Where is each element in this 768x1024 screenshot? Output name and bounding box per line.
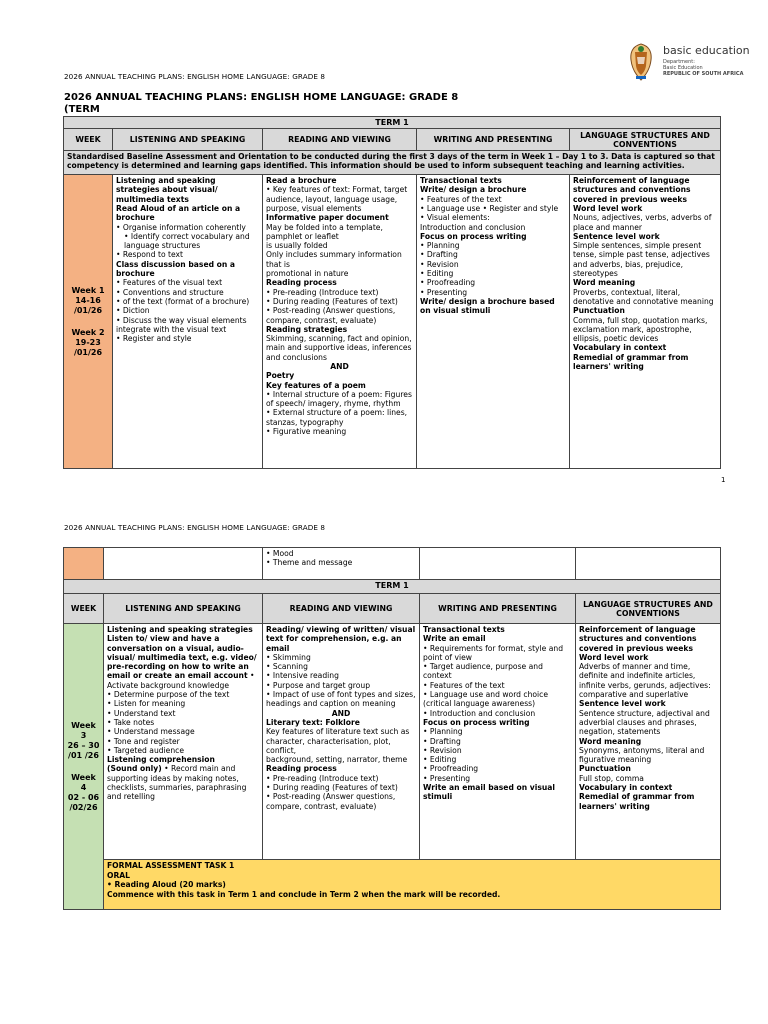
list-item [579,625,717,653]
list-item-text: • Language use and word choice (critical language awareness) [423,690,549,709]
list-item [107,727,259,736]
list-item [266,792,416,811]
list-item-text: • Impact of use of font types and sizes, [266,690,416,700]
list-item [266,297,413,306]
list-item-text: AND [330,361,349,371]
list-item-text: • During reading (Features of text) [266,296,398,306]
list-item [266,783,416,792]
list-item-text: Word level work [579,652,649,662]
list-item-text: • Organise information coherently [116,222,246,232]
list-item [420,288,566,297]
list-item-text: Word meaning [579,736,642,746]
list-item-text: • Understand text [107,708,176,718]
list-item-text: AND [331,708,351,718]
running-header: 2026 ANNUAL TEACHING PLANS: ENGLISH HOME LANGUAGE: GRADE 8 [64,72,326,81]
list-item [423,644,572,663]
list-item-text: Full stop, comma [579,773,644,783]
list-item [266,269,413,278]
list-item-text: Nouns, adjectives, verbs, adverbs of place and manner [573,213,712,232]
list-item-text: • Scanning [266,662,308,672]
list-item [266,625,416,653]
list-item-text: Reading process [266,764,337,774]
week-dates: 14-16 [75,295,101,305]
carry-week-cell [64,548,104,580]
list-item [573,288,717,307]
list-item [423,690,572,709]
list-item [107,737,259,746]
list-item [266,278,413,287]
list-item-text: Reading strategies [266,324,348,334]
list-item-text: • Features of the text [423,680,505,690]
writing-presenting-cell [420,624,576,860]
list-item [420,250,566,259]
list-item-text: Adverbs of manner and time, definite and indefinite articles, infinite verbs, gerunds, adjectives: comparative and superlative [579,662,711,700]
list-item: • Mood [266,549,294,558]
list-item [266,213,413,222]
list-item [423,662,572,681]
list-item-text: promotional in nature [266,269,349,279]
list-item-text: • Drafting [420,250,458,260]
list-item-text: Class discussion based on a brochure [116,259,236,279]
list-item [579,662,717,699]
list-item-text: • Intensive reading [266,671,339,681]
assessment-note: Commence with this task in Term 1 and conclude in Term 2 when the mark will be recorded. [107,889,501,899]
list-item [579,764,717,773]
list-item [107,690,259,699]
list-item-text: • Internal structure of a poem: Figures of speech/ imagery, rhyme, rhythm [266,389,412,409]
page-number: 1 [721,476,726,484]
list-item-text: • Planning [420,241,460,251]
list-item [266,709,416,718]
week-dates: 26 – 30 [67,740,100,750]
list-item [266,325,413,334]
list-item-text: • Revision [423,745,462,755]
list-item-text: • Understand message [107,727,195,737]
list-item-text: Transactional texts [423,625,505,634]
list-item-text: Read a brochure [266,176,337,186]
list-item [423,755,572,764]
list-item-text: • Language use • Register and style [420,203,559,213]
list-item [423,746,572,755]
list-item [579,774,717,783]
list-item-text: Only includes summary information that is [266,250,402,269]
list-item-text: Listening comprehension [107,755,215,765]
list-item [423,709,572,718]
list-item [423,718,572,727]
week-label: Week 2 [71,327,105,337]
list-item [420,204,566,213]
list-item-text: • Listen for meaning [107,699,186,709]
list-item [116,223,259,232]
list-item-text: Sentence level work [579,699,666,709]
list-item [107,634,259,690]
list-item-text: Sentence level work [573,231,660,241]
list-item-text: • Key features of text: Format, target audience, layout, language usage, purpose, visual elements [266,185,408,213]
list-item [423,737,572,746]
week-month: /02/26 [69,802,98,812]
list-item-text: • Register and style [116,334,192,344]
list-item-tail: • Activate background knowledge [107,671,255,690]
language-structures-cell [576,624,721,860]
list-item [116,260,259,279]
list-item [116,306,259,315]
list-item-text: • Editing [420,269,454,279]
list-item [116,176,259,204]
list-item-text: is usually folded [266,241,328,251]
list-item-text: Informative paper document [266,213,389,223]
term1-table-page2 [63,547,721,910]
col-reading: READING AND VIEWING [263,594,420,624]
list-item [573,316,717,344]
term-label: TERM 1 [64,580,721,594]
list-item [423,681,572,690]
list-item [266,223,413,242]
week-dates: 02 - 06 [67,792,100,802]
list-item-text: • Targeted audience [107,745,185,755]
list-item [579,783,717,792]
writing-presenting-cell [417,175,570,469]
reading-viewing-cell [263,624,420,860]
department-logo [627,42,767,84]
list-item-text: • Planning [423,727,463,737]
list-item [420,269,566,278]
list-item-text: • Post-reading (Answer questions, compare, contrast, evaluate) [266,306,396,325]
col-writing: WRITING AND PRESENTING [420,594,576,624]
list-item [420,297,566,316]
col-week: WEEK [64,594,104,624]
list-item-text: Listening and speaking strategies [107,625,253,634]
list-item-text: • Respond to text [116,250,183,260]
running-header: 2026 ANNUAL TEACHING PLANS: ENGLISH HOME LANGUAGE: GRADE 8 [64,523,326,532]
list-item [579,699,717,708]
list-item-text: • Discuss the way visual elements integrate with the visual text [116,315,247,334]
list-item-text: Remedial of grammar from learners' writing [573,352,689,371]
list-item [573,232,717,241]
reading-viewing-cell [263,175,417,469]
list-item [573,306,717,315]
list-item-text: • External structure of a poem: lines, stanzas, typography [266,408,408,427]
list-item-text: • Skimming [266,652,311,662]
list-item [266,681,416,690]
title-line-1: 2026 ANNUAL TEACHING PLANS: ENGLISH HOME LANGUAGE: GRADE 8 (TERM [64,92,459,115]
list-item-text: Key features of a poem [266,380,366,390]
list-item [266,334,413,362]
list-item [107,709,259,718]
list-item-text: • Features of the visual text [116,278,223,288]
list-item-text: Literary text: Folklore [266,717,360,727]
list-item-text: Reading process [266,278,337,288]
list-item-text: Reinforcement of language structures and conventions covered in previous weeks [579,625,697,653]
list-item [266,362,413,371]
assessment-type: ORAL [107,870,131,880]
list-item-text: Reading/ viewing of written/ visual text for comprehension, e.g. an email [266,625,416,653]
list-item [579,709,717,737]
week-cell [64,175,113,469]
listening-speaking-cell [104,624,263,860]
list-item-text: • Drafting [423,736,461,746]
list-item-text: • Proofreading [423,764,479,774]
list-item [573,278,717,287]
language-structures-cell [570,175,721,469]
list-item [116,278,259,287]
list-item-text: • Identify correct vocabulary and language structures [124,231,250,251]
assessment-item: • Reading Aloud (20 marks) [107,880,226,889]
list-item-text: Key features of literature text such as character, characterisation, plot, conflict, [266,727,410,755]
logo-line-1: Department: [663,59,695,65]
formal-assessment-block [104,860,721,910]
list-item [107,764,259,801]
list-item [420,260,566,269]
list-item-text: Write an email based on visual stimuli [423,783,556,802]
list-item-text: Write/ design a brochure based on visual stimuli [420,296,555,316]
list-item [266,727,416,755]
list-item-text: • Target audience, purpose and context [423,662,543,681]
list-item [266,390,413,409]
list-item-text: (Sound only) [107,764,162,774]
list-item-text: • Pre-reading (Introduce text) [266,773,379,783]
list-item [423,625,572,634]
listening-speaking-cell [113,175,263,469]
list-item-text: Listen to/ view and have a conversation on a visual, audio-visual/ multimedia text, e.g. video/ pre-recording on how to write an email or create an email account [107,634,257,681]
list-item-text: • Take notes [107,717,155,727]
list-item [573,241,717,278]
list-item [579,653,717,662]
list-item [107,746,259,755]
list-item-text: Reinforcement of language structures and conventions covered in previous weeks [573,176,691,204]
list-item-text: May be folded into a template, pamphlet or leaflet [266,222,383,241]
term-label: TERM 1 [64,117,721,129]
list-item-text: Comma, full stop, quotation marks, exclamation mark, apostrophe, ellipsis, poetic devices [573,315,708,344]
list-item-text: • Conventions and structure [116,287,224,297]
list-item [266,250,413,269]
list-item [266,699,416,708]
list-item-text: Remedial of grammar from learners' writing [579,792,695,811]
list-item-text: • Editing [423,755,457,765]
list-item-text: Vocabulary in context [579,783,673,793]
week-dates: 19-23 [75,337,101,347]
list-item [420,195,566,204]
list-item [423,634,572,643]
list-item [420,223,566,232]
list-item-text: • During reading (Features of text) [266,783,398,793]
list-item [107,699,259,708]
list-item-text: • Visual elements: [420,213,490,223]
list-item [579,737,717,746]
list-item [116,297,259,306]
list-item-text: • Diction [116,306,150,316]
list-item-text: Write an email [423,634,486,644]
week-month: /01/26 [73,305,103,315]
list-item-text: Punctuation [573,306,625,316]
list-item-text: • Features of the text [420,194,502,204]
list-item-text: Introduction and conclusion [420,222,526,232]
term1-table-page1 [63,116,721,469]
col-listening: LISTENING AND SPEAKING [113,129,263,150]
list-item [266,176,413,185]
list-item [266,371,413,380]
week-month: /01 /26 [68,750,99,760]
logo-line-2: Basic Education [663,65,703,71]
list-item-text: Read Aloud of an article on a brochure [116,203,241,223]
list-item-text: Vocabulary in context [573,343,667,353]
list-item [266,755,416,764]
list-item-text: Focus on process writing [420,231,527,241]
list-item-text: Sentence structure, adjectival and adverbial clauses and phrases, negation, statements [579,708,710,737]
list-item-text: Focus on process writing [423,717,530,727]
list-item [266,408,413,427]
list-item [423,774,572,783]
list-item-text: • Tone and register [107,736,180,746]
list-item [266,185,413,213]
list-item [116,232,259,251]
week-label: Week 1 [71,285,105,295]
list-item-text: Word meaning [573,278,636,288]
list-item-text: • Post-reading (Answer questions, compare, contrast, evaluate) [266,792,396,811]
list-item-text: Simple sentences, simple present tense, simple past tense, adjectives and adverbs, bias, prejudice, stereotypes [573,241,710,279]
week-cell [64,624,104,910]
carry-writing-cell [420,548,576,580]
list-item-tail: • Record main and supporting ideas by making notes, checklists, summaries, paraphrasing and retelling [107,764,247,802]
carry-listening-cell [104,548,263,580]
list-item-text: Skimming, scanning, fact and opinion, main and supportive ideas, inferences and conclusions [266,334,412,362]
list-item: • Theme and message [266,558,353,568]
list-item [420,278,566,287]
list-item-text: background, setting, narrator, theme [266,755,408,765]
list-item [423,727,572,736]
list-item-text: • Introduction and conclusion [423,708,536,718]
list-item [423,764,572,773]
list-item-text: Punctuation [579,764,631,774]
carry-language-cell [576,548,721,580]
list-item [420,176,566,185]
list-item-text: headings and caption on meaning [266,699,396,709]
col-reading: READING AND VIEWING [263,129,417,150]
logo-brand: basic education [663,44,750,57]
list-item-text: • of the text (format of a brochure) [116,296,250,306]
list-item-text: • Proofreading [420,278,476,288]
list-item-text: • Presenting [420,287,468,297]
list-item [116,250,259,259]
list-item-text: Proverbs, contextual, literal, denotative and connotative meaning [573,287,714,306]
baseline-banner: Standardised Baseline Assessment and Orientation to be conducted during the first 3 days of the term in Week 1 – Day 1 to 3. Data is captured so that competency is determined and learning gaps identified. This information should be used to inform subsequent teaching and learning activities. [64,150,721,174]
list-item [266,288,413,297]
list-item-text: Word level work [573,203,643,213]
list-item [266,653,416,662]
list-item [107,718,259,727]
list-item [107,755,259,764]
week-month: /01/26 [73,347,103,357]
list-item-text: • Figurative meaning [266,427,347,437]
list-item [579,746,717,765]
list-item [266,718,416,727]
list-item-text: Transactional texts [420,176,502,186]
list-item-text: Poetry [266,371,295,381]
list-item [573,353,717,372]
list-item [573,343,717,352]
list-item [420,232,566,241]
list-item [573,176,717,204]
week-label: Week 4 [71,772,96,792]
list-item [266,241,413,250]
list-item-text: • Presenting [423,773,471,783]
coat-of-arms-icon [627,42,655,82]
logo-line-3: REPUBLIC OF SOUTH AFRICA [663,71,744,77]
list-item-text: • Revision [420,259,459,269]
list-item [266,306,413,325]
list-item [266,671,416,680]
col-listening: LISTENING AND SPEAKING [104,594,263,624]
col-language: LANGUAGE STRUCTURES AND CONVENTIONS [570,129,721,150]
list-item-text: • Pre-reading (Introduce text) [266,287,379,297]
col-language: LANGUAGE STRUCTURES AND CONVENTIONS [576,594,721,624]
col-week: WEEK [64,129,113,150]
col-writing: WRITING AND PRESENTING [417,129,570,150]
list-item [116,334,259,343]
list-item-text: • Purpose and target group [266,680,371,690]
list-item [266,774,416,783]
assessment-title: FORMAL ASSESSMENT TASK 1 [107,861,235,870]
carry-reading-cell [263,548,420,580]
list-item [266,690,416,699]
week-label: Week 3 [71,720,96,740]
list-item [573,204,717,213]
list-item [116,316,259,335]
list-item-text: • Determine purpose of the text [107,690,230,700]
list-item-text: • Requirements for format, style and point of view [423,643,564,662]
list-item [573,213,717,232]
list-item [116,204,259,223]
list-item-text: Write/ design a brochure [420,185,527,195]
list-item [420,185,566,194]
list-item-text: Listening and speaking strategies about visual/ multimedia texts [116,176,218,204]
list-item [423,783,572,802]
list-item [420,213,566,222]
list-item [266,381,413,390]
list-item [579,792,717,811]
list-item [107,625,259,634]
list-item [116,288,259,297]
list-item [420,241,566,250]
list-item-text: Synonyms, antonyms, literal and figurative meaning [579,745,705,765]
list-item [266,662,416,671]
list-item [266,764,416,773]
list-item [266,427,413,436]
